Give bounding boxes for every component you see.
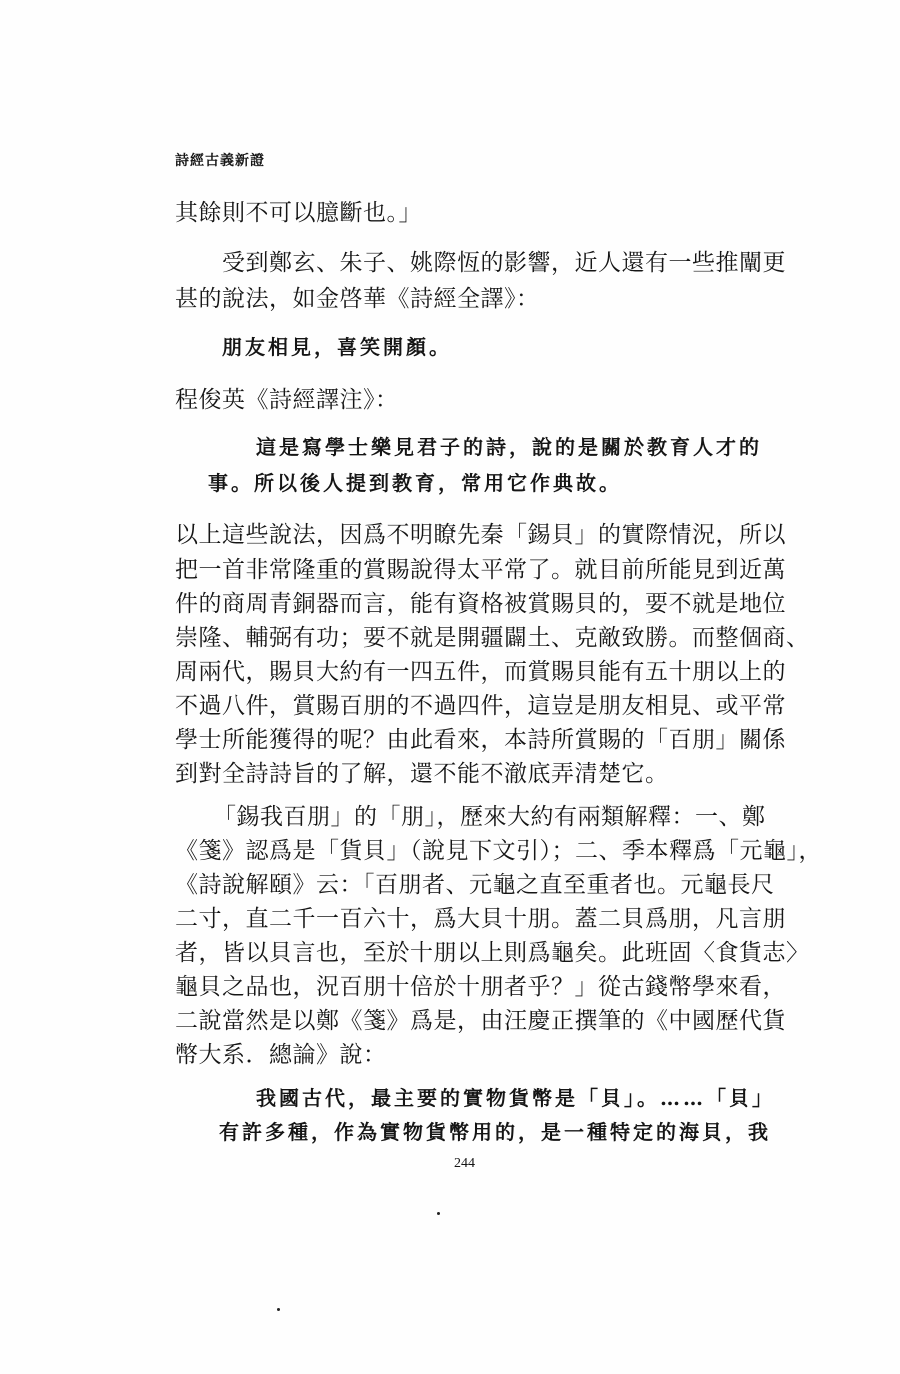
quote-line: 事。所以後人提到教育，常用它作典故。 [208,471,622,495]
text-line: 件的商周青銅器而言，能有資格被賞賜貝的，要不就是地位 [175,591,786,617]
text-line: 把一首非常隆重的賞賜說得太平常了。就目前所能見到近萬 [175,557,786,583]
text-line: 《詩說解頤》云：「百朋者、元龜之直至重者也。元龜長尺 [175,872,775,898]
text-line: 《箋》認爲是「貨貝」（說見下文引）；二、季本釋爲「元龜」， [175,838,822,864]
text-line: 受到鄭玄、朱子、姚際恆的影響，近人還有一些推闡更 [222,250,786,276]
quote-line: 我國古代，最主要的實物貨幣是「貝」。……「貝」 [256,1086,775,1110]
text-line: 甚的說法，如金啓華《詩經全譯》： [175,286,540,312]
text-line: 二說當然是以鄭《箋》爲是，由汪慶正撰筆的《中國歷代貨 [175,1008,786,1034]
page-number: 244 [454,1156,475,1171]
text-line: 其餘則不可以臆斷也。」 [175,200,422,226]
scan-speck [277,1308,280,1311]
text-line: 程俊英《詩經譯注》： [175,387,399,413]
text-line: 崇隆、輔弼有功；要不就是開疆闢土、克敵致勝。而整個商、 [175,625,810,651]
quote-line: 有許多種，作為實物貨幣用的，是一種特定的海貝，我 [219,1120,771,1144]
text-line: 周兩代，賜貝大約有一四五件，而賞賜貝能有五十朋以上的 [175,659,786,685]
quote-line: 這是寫學士樂見君子的詩，說的是關於教育人才的 [256,435,762,459]
text-line: 到對全詩詩旨的了解，還不能不澈底弄清楚它。 [175,761,669,787]
text-line: 幣大系．總論》說： [175,1042,387,1068]
text-line: 二寸，直二千一百六十，爲大貝十朋。蓋二貝爲朋，凡言朋 [175,906,786,932]
scan-speck [437,1212,440,1215]
text-line: 不過八件，賞賜百朋的不過四件，這豈是朋友相見、或平常 [175,693,786,719]
running-header: 詩經古義新證 [175,153,265,169]
text-line: 以上這些說法，因爲不明瞭先秦「錫貝」的實際情況，所以 [175,522,786,548]
text-line: 龜貝之品也，況百朋十倍於十朋者乎？」從古錢幣學來看， [175,974,786,1000]
text-line: 者，皆以貝言也，至於十朋以上則爲龜矣。此班固〈食貨志〉 [175,940,810,966]
text-line: 學士所能獲得的呢？由此看來，本詩所賞賜的「百朋」關係 [175,727,786,753]
quote-line: 朋友相見，喜笑開顏。 [222,335,452,359]
text-line: 「錫我百朋」的「朋」，歷來大約有兩類解釋：一、鄭 [213,804,766,830]
